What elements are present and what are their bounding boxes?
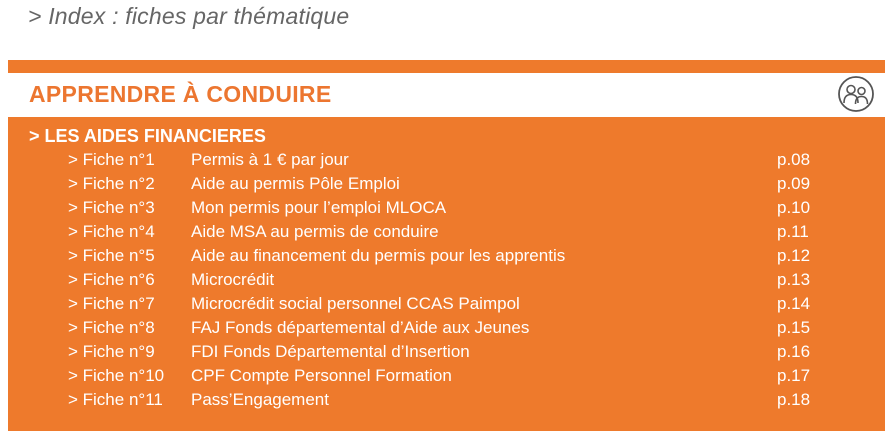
- fiche-description: Pass’Engagement: [191, 390, 329, 409]
- fiche-page: p.15: [777, 318, 811, 337]
- fiche-label: > Fiche n°6: [68, 270, 155, 289]
- fiche-page: p.13: [777, 270, 811, 289]
- fiche-page: p.16: [777, 342, 811, 361]
- fiche-description: FAJ Fonds départemental d’Aide aux Jeunes: [191, 318, 530, 337]
- fiche-page: p.11: [777, 222, 809, 241]
- people-icon: [837, 75, 875, 113]
- fiche-description: Aide au financement du permis pour les apprentis: [191, 246, 566, 265]
- fiche-label: > Fiche n°9: [68, 342, 155, 361]
- fiche-row-3[interactable]: [8, 196, 885, 220]
- fiche-label: > Fiche n°10: [68, 366, 165, 385]
- fiche-row-10[interactable]: [8, 364, 885, 388]
- section-header: [8, 73, 885, 117]
- fiche-row-11[interactable]: [8, 388, 885, 412]
- fiche-row-9[interactable]: [8, 340, 885, 364]
- fiche-list: [8, 148, 885, 412]
- fiche-row-8[interactable]: [8, 316, 885, 340]
- fiche-label: > Fiche n°8: [68, 318, 155, 337]
- fiche-label: > Fiche n°5: [68, 246, 155, 265]
- fiche-description: Microcrédit social personnel CCAS Paimpol: [191, 294, 520, 313]
- fiche-description: FDI Fonds Départemental d’Insertion: [191, 342, 470, 361]
- section-title: APPRENDRE À CONDUIRE: [29, 81, 332, 107]
- fiche-page: p.08: [777, 150, 811, 169]
- category-title: > LES AIDES FINANCIERES: [29, 126, 266, 146]
- fiche-page: p.12: [777, 246, 811, 265]
- fiche-row-1[interactable]: [8, 148, 885, 172]
- fiche-label: > Fiche n°4: [68, 222, 155, 241]
- fiche-page: p.14: [777, 294, 811, 313]
- fiche-description: Aide MSA au permis de conduire: [191, 222, 439, 241]
- fiche-row-5[interactable]: [8, 244, 885, 268]
- fiche-page: p.10: [777, 198, 811, 217]
- fiche-row-6[interactable]: [8, 268, 885, 292]
- fiche-label: > Fiche n°3: [68, 198, 155, 217]
- fiche-label: > Fiche n°1: [68, 150, 155, 169]
- fiche-label: > Fiche n°11: [68, 390, 163, 409]
- fiche-description: Microcrédit: [191, 270, 275, 289]
- fiche-page: p.09: [777, 174, 811, 193]
- theme-panel: [8, 60, 885, 431]
- fiche-label: > Fiche n°7: [68, 294, 155, 313]
- fiche-label: > Fiche n°2: [68, 174, 155, 193]
- fiche-description: Mon permis pour l’emploi MLOCA: [191, 198, 447, 217]
- fiche-row-4[interactable]: [8, 220, 885, 244]
- fiche-page: p.17: [777, 366, 811, 385]
- page-title: > Index : fiches par thématique: [28, 3, 350, 29]
- fiche-row-7[interactable]: [8, 292, 885, 316]
- fiche-description: Aide au permis Pôle Emploi: [191, 174, 400, 193]
- fiche-page: p.18: [777, 390, 811, 409]
- fiche-description: CPF Compte Personnel Formation: [191, 366, 452, 385]
- fiche-row-2[interactable]: [8, 172, 885, 196]
- fiche-description: Permis à 1 € par jour: [191, 150, 349, 169]
